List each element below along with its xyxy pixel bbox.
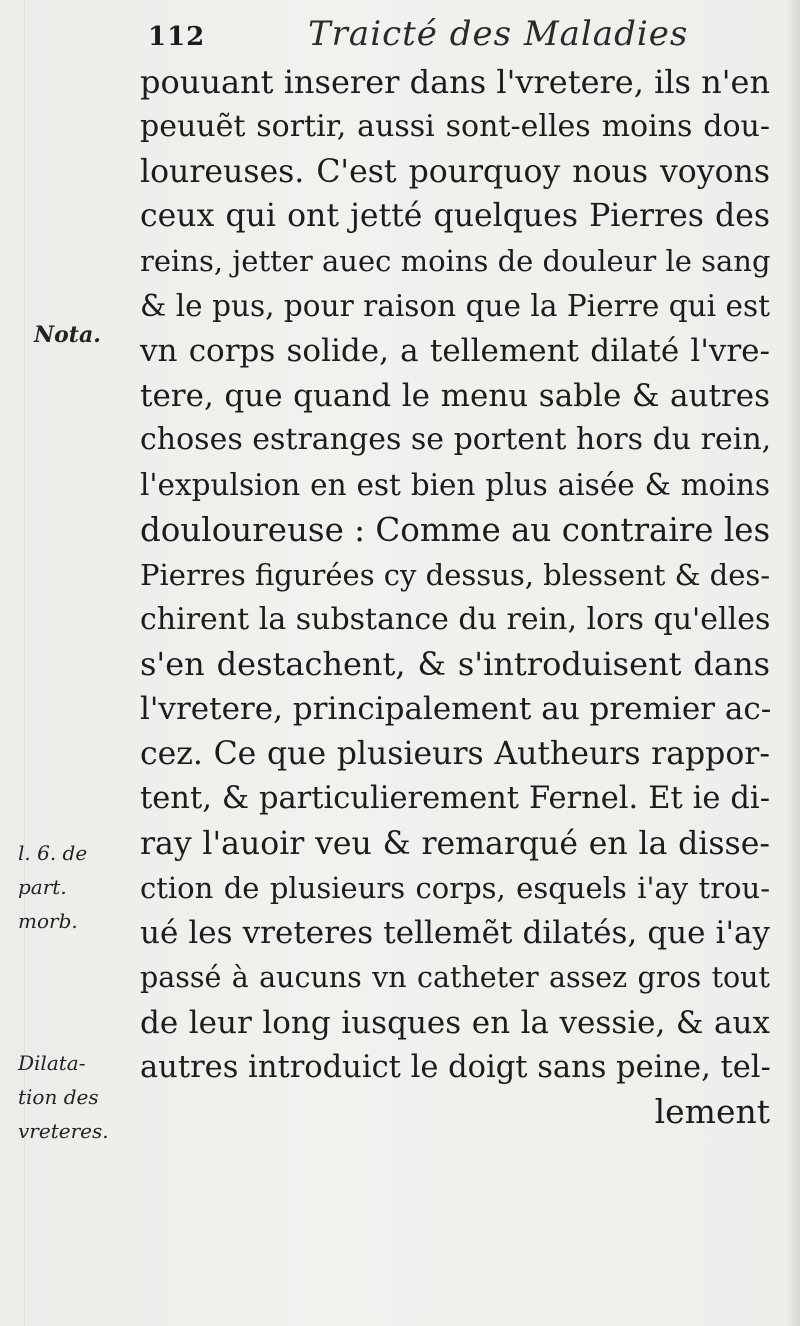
text-line: tent, & particulierement Fernel. Et ie di-: [140, 780, 770, 816]
text-line: vn corps solide, a tellement dilaté l'vre-: [140, 332, 770, 369]
text-line: s'en destachent, & s'introduisent dans: [140, 645, 770, 684]
page-header: [148, 10, 788, 60]
text-line: loureuses. C'est pourquoy nous voyons: [140, 153, 770, 190]
running-title: Traicté des Maladies: [308, 14, 689, 54]
text-line: de leur long iusques en la vessie, & aux: [140, 1004, 770, 1041]
text-line: autres introduict le doigt sans peine, tel-: [140, 1049, 771, 1085]
margin-note-line: Nota.: [34, 322, 101, 348]
text-line: l'vretere, principalement au premier ac-: [140, 691, 772, 728]
margin-note-dilatation: [18, 1046, 128, 1148]
text-line: ray l'auoir veu & remarqué en la disse-: [140, 825, 770, 862]
text-line: reins, jetter auec moins de douleur le sang: [140, 244, 771, 279]
text-line: ction de plusieurs corps, esquels i'ay trou-: [140, 871, 770, 906]
margin-note-line: Dilata-: [18, 1051, 86, 1075]
margin-note-line: part.: [18, 875, 67, 899]
text-line: ué les vreteres tellemẽt dilatés, que i'ay: [140, 915, 770, 952]
margin-note-line: l. 6. de: [18, 841, 88, 865]
margin-note-reference: [18, 836, 128, 938]
page-number: 112: [148, 22, 206, 52]
margin-note-line: vreteres.: [18, 1119, 109, 1143]
page-edge-shadow: [786, 0, 800, 1326]
text-line: ceux qui ont jetté quelques Pierres des: [140, 198, 770, 235]
text-line: choses estranges se portent hors du rein,: [140, 422, 772, 458]
text-line: & le pus, pour raison que la Pierre qui est: [140, 288, 770, 323]
text-line: Pierres figurées cy dessus, blessent & des-: [140, 557, 771, 592]
margin-note-nota: [34, 318, 144, 352]
text-line: cez. Ce que plusieurs Autheurs rappor-: [140, 735, 770, 772]
text-line: lement: [654, 1092, 770, 1132]
text-line: l'expulsion en est bien plus aisée & moins: [140, 468, 770, 503]
text-line: passé à aucuns vn catheter assez gros tout: [140, 960, 770, 994]
text-line: tere, que quand le menu sable & autres: [140, 377, 770, 414]
margin-note-line: morb.: [18, 909, 78, 933]
text-line: peuuẽt sortir, aussi sont-elles moins dou-: [140, 108, 770, 144]
text-line: pouuant inserer dans l'vretere, ils n'en: [140, 63, 771, 101]
text-line: chirent la substance du rein, lors qu'elles: [140, 601, 771, 637]
body-text: [140, 60, 770, 1135]
text-line: douloureuse : Comme au contraire les: [140, 510, 771, 549]
margin-note-line: tion des: [18, 1085, 99, 1109]
